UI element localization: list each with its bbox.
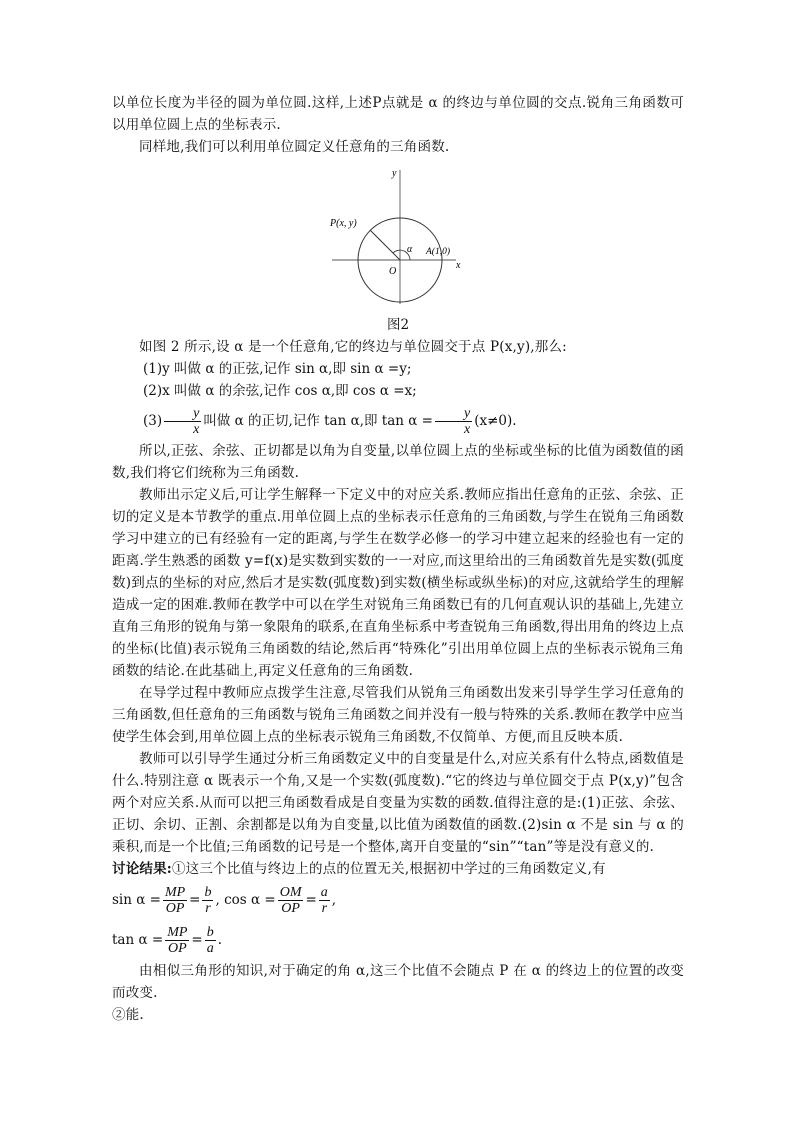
paragraph-independent-variable: 教师可以引导学生通过分析三角函数定义中的自变量是什么,对应关系有什么特点,函数值是什么.特别注意 α 既表示一个角,又是一个实数(弧度数).“它的终边与单位圆交于点 P(x,y)”包含两个对应关系.从而可以把三角函数看成是自变量为实数的函数.值得注意的是:(1)正弦、余弦、正切、余切、正割、余割都是以角为自变量,以比值为函数值的函数.(2)sin α 不是 sin 与 α 的乘积,而是一个比值;三角函数的记号是一个整体,离开自变量的“sin”“tan”等是没有意义的. <box>112 751 684 855</box>
paragraph-trig-functions-summary: 所以,正弦、余弦、正切都是以角为自变量,以单位圆上点的坐标或坐标的比值为函数值的函数,我们将它们统称为三角函数. <box>112 443 684 481</box>
fraction-b-a: $\frac{b}{a}$ <box>206 925 214 956</box>
unit-circle-figure <box>112 164 684 312</box>
fraction-y-over-x: $\frac{y}{x}$ <box>164 406 201 437</box>
paragraph-teacher-guidance: 教师出示定义后,可让学生解释一下定义中的对应关系.教师应指出任意角的正弦、余弦、正切的定义是本节教学的重点.用单位圆上点的坐标表示任意角的三角函数,与学生在锐角三角函数学习中建立的已有经验有一定的距离,与学生在数学必修一的学习中建立起来的经验也有一定的距离.学生熟悉的函数 y=f(x)是实数到实数的一一对应,而这里给出的三角函数首先是实数(弧度数)到点的坐标的对应,然后才是实数(弧度数)到实数(横坐标或纵坐标)的对应,这就给学生的理解造成一定的困难.教师在教学中可以在学生对锐角三角函数已有的几何直观认识的基础上,先建立直角三角形的锐角与第一象限角的联系,在直角坐标系中考查锐角三角函数,得出用角的终边上点的坐标(比值)表示锐角三角函数的结论,然后再“特殊化”引出用单位圆上点的坐标表示锐角三角函数的结论.在此基础上,再定义任意角的三角函数. <box>112 487 684 679</box>
label-x: x <box>456 260 461 271</box>
equation-tan: tan α = $\frac{MP}{OP}$ = $\frac{b}{a}$ . <box>112 925 223 956</box>
unit-circle-diagram <box>330 164 466 312</box>
fraction-om-op: $\frac{OM}{OP}$ <box>279 885 302 916</box>
discussion-label: 讨论结果: <box>112 861 172 877</box>
fraction-y-over-x-2: $\frac{y}{x}$ <box>435 406 472 437</box>
definition-tangent: (3) $\frac{y}{x}$ 叫做 α 的正切,记作 tan α,即 tan α = $\frac{y}{x}$ (x≠0). <box>143 406 517 437</box>
fraction-a-r: $\frac{a}{r}$ <box>320 885 328 916</box>
paragraph-answer-two: ②能. <box>112 1007 144 1023</box>
fraction-mp-op-tan: $\frac{MP}{OP}$ <box>167 925 188 956</box>
discussion-result: 讨论结果:①这三个比值与终边上的点的位置无关,根据初中学过的三角函数定义,有 <box>112 861 606 877</box>
fraction-mp-op: $\frac{MP}{OP}$ <box>164 885 186 916</box>
paragraph-guided-learning: 在导学过程中教师应点拨学生注意,尽管我们从锐角三角函数出发来引导学生学习任意角的三角函数,但任意角的三角函数与锐角三角函数之间并没有一般与特殊的关系.教师在教学中应当使学生体会到,用单位圆上点的坐标表示锐角三角函数,不仅简单、方便,而且反映本质. <box>112 685 684 745</box>
label-o: O <box>389 266 397 277</box>
fraction-b-r: $\frac{b}{r}$ <box>204 885 212 916</box>
label-a: A(1,0) <box>426 247 451 257</box>
label-alpha: α <box>407 244 413 255</box>
paragraph-similar-triangles: 由相似三角形的知识,对于确定的角 α,这三个比值不会随点 P 在 α 的终边上的位置的改变而改变. <box>112 963 684 1001</box>
document-page <box>112 92 684 1026</box>
definition-sine: (1)y 叫做 α 的正弦,记作 sin α,即 sin α =y; <box>143 361 412 377</box>
definition-cosine: (2)x 叫做 α 的余弦,记作 cos α,即 cos α =x; <box>143 383 417 399</box>
paragraph-unit-circle-intro: 以单位长度为半径的圆为单位圆.这样,上述P点就是 α 的终边与单位圆的交点.锐角三角函数可以用单位圆上点的坐标表示. <box>112 95 684 133</box>
label-p: P(x, y) <box>330 218 357 229</box>
paragraph-define-any-angle: 同样地,我们可以利用单位圆定义任意角的三角函数. <box>139 139 450 155</box>
terminal-side <box>370 230 400 260</box>
paragraph-definition-intro: 如图 2 所示,设 α 是一个任意角,它的终边与单位圆交于点 P(x,y),那么: <box>139 339 567 355</box>
equation-sin-cos: sin α = $\frac{MP}{OP}$ = $\frac{b}{r}$ , cos α = $\frac{OM}{OP}$ = $\frac{a}{r}$ , <box>112 885 337 916</box>
figure-caption: 图2 <box>386 317 410 333</box>
label-y: y <box>392 168 397 179</box>
